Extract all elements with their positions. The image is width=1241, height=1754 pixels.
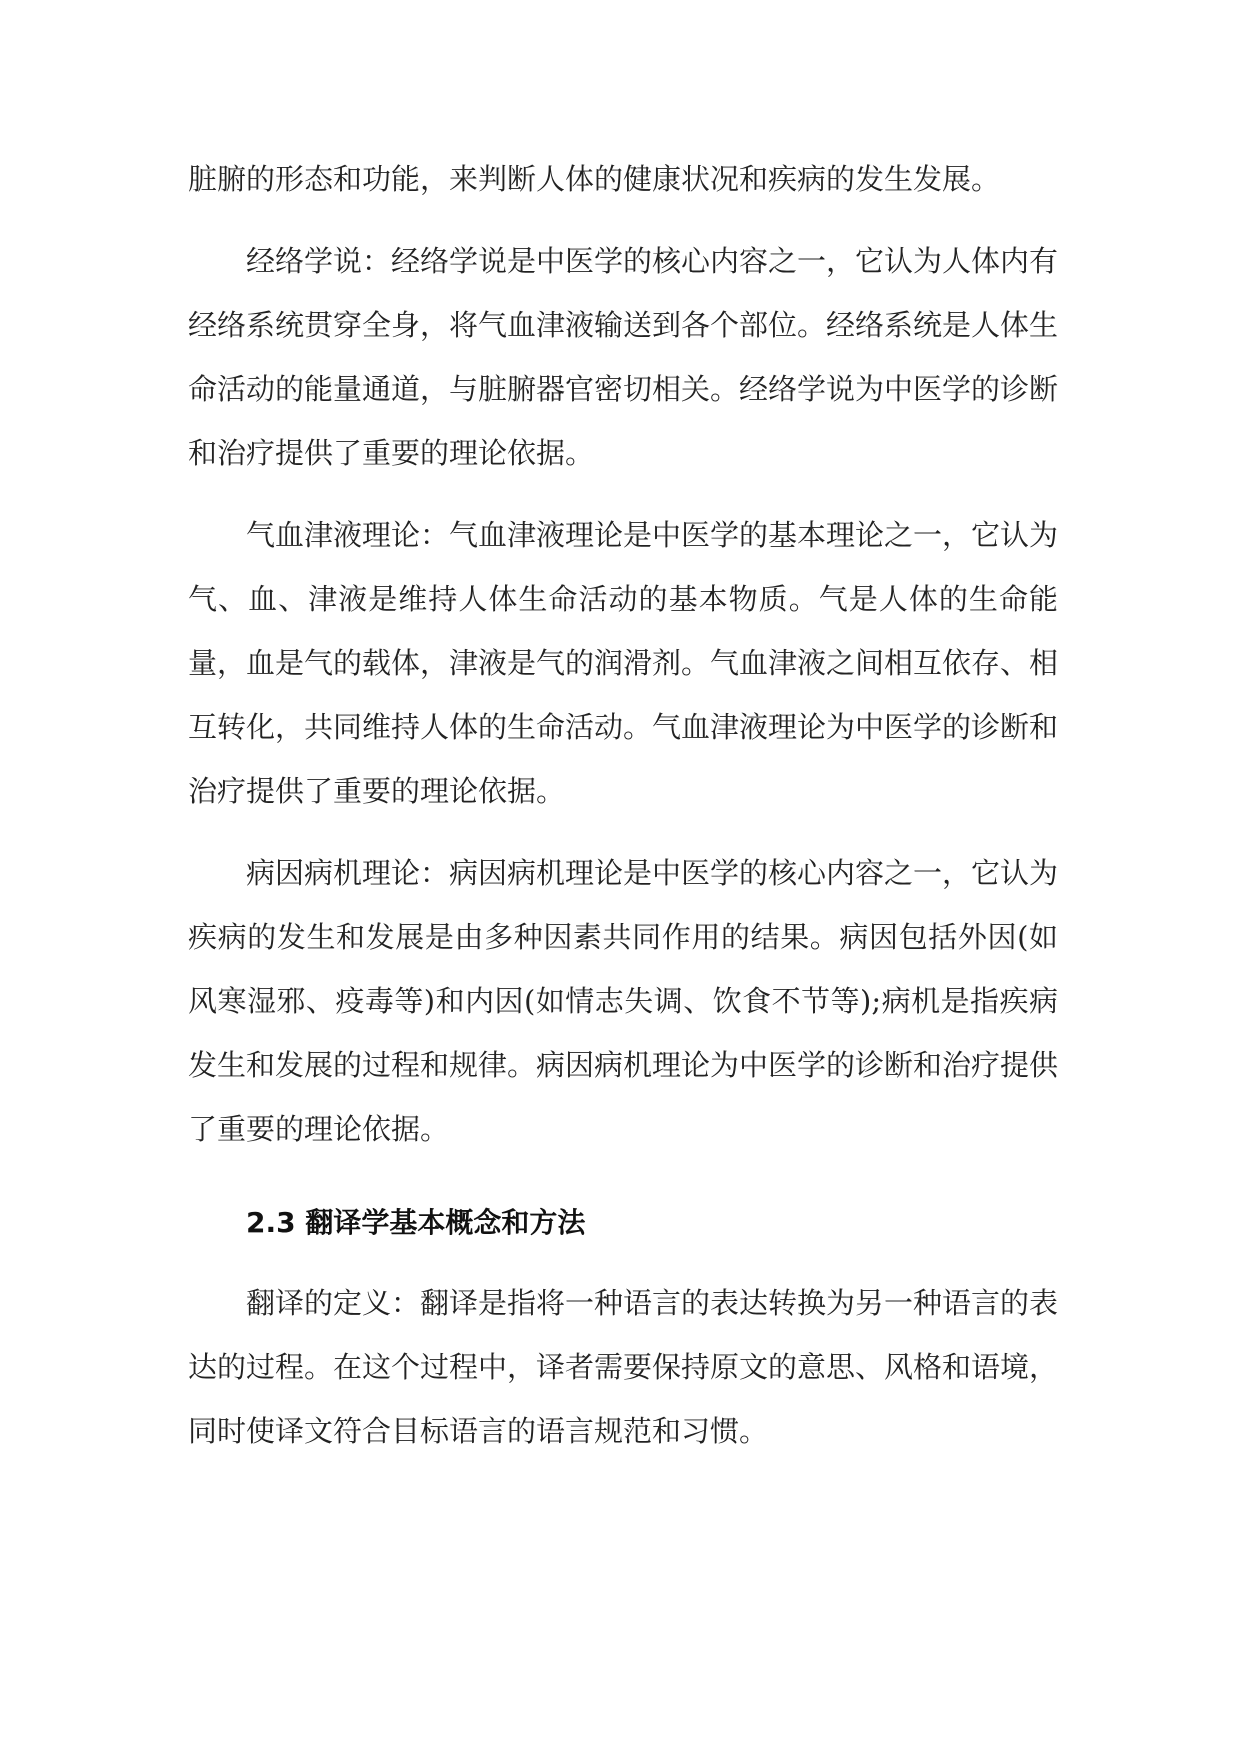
paragraph-etiology-pathogenesis-theory: 病因病机理论：病因病机理论是中医学的核心内容之一，它认为疾病的发生和发展是由多种因素共同作用的结果。病因包括外因(如风寒湿邪、疫毒等)和内因(如情志失调、饮食不节等);病机是指疾病发生和发展的过程和规律。病因病机理论为中医学的诊断和治疗提供了重要的理论依据。 bbox=[188, 856, 1059, 1146]
body-text bbox=[188, 147, 1058, 1481]
section-heading: 2.3 翻译学基本概念和方法 bbox=[246, 1206, 586, 1239]
paragraph-meridian-theory: 经络学说：经络学说是中医学的核心内容之一，它认为人体内有经络系统贯穿全身，将气血津液输送到各个部位。经络系统是人体生命活动的能量通道，与脏腑器官密切相关。经络学说为中医学的诊断和治疗提供了重要的理论依据。 bbox=[188, 244, 1059, 470]
paragraph-continuation: 脏腑的形态和功能，来判断人体的健康状况和疾病的发生发展。 bbox=[188, 162, 1001, 196]
paragraph-translation-definition: 翻译的定义：翻译是指将一种语言的表达转换为另一种语言的表达的过程。在这个过程中，译者需要保持原文的意思、风格和语境，同时使译文符合目标语言的语言规范和习惯。 bbox=[188, 1286, 1059, 1448]
paragraph-qi-blood-fluid-theory: 气血津液理论：气血津液理论是中医学的基本理论之一，它认为气、血、津液是维持人体生命活动的基本物质。气是人体的生命能量，血是气的载体，津液是气的润滑剂。气血津液之间相互依存、相互转化，共同维持人体的生命活动。气血津液理论为中医学的诊断和治疗提供了重要的理论依据。 bbox=[188, 518, 1059, 808]
